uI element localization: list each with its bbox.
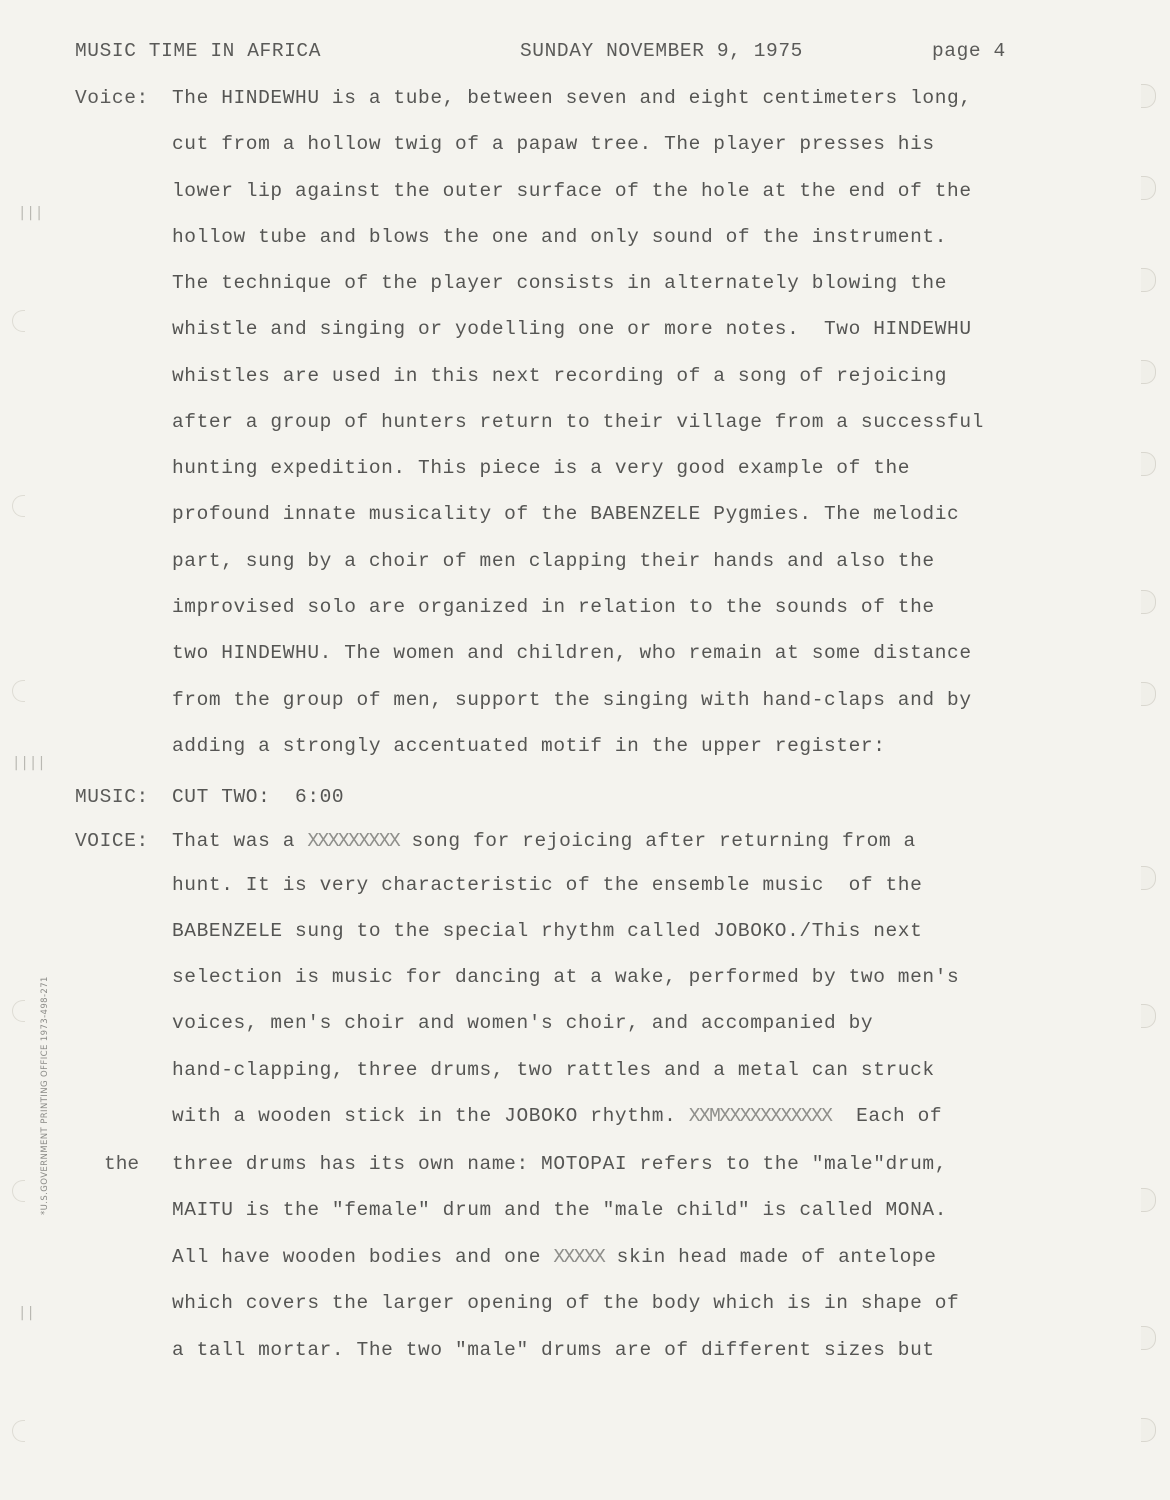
- text-line: part, sung by a choir of men clapping their hands and also the: [172, 550, 935, 572]
- struck-out-text: XXMXXXXXXXXXXX: [688, 1105, 832, 1127]
- text-line: hollow tube and blows the one and only sound of the instrument.: [172, 226, 948, 248]
- text-line: whistles are used in this next recording of a song of rejoicing: [172, 365, 948, 387]
- page-number: page 4: [932, 40, 1006, 62]
- punch-hole-mark: [1141, 1004, 1156, 1028]
- punch-hole-mark: [1141, 590, 1156, 614]
- margin-tick-mark: |||: [18, 205, 44, 221]
- text-line: three drums has its own name: MOTOPAI refers to the "male"drum,: [172, 1153, 948, 1175]
- text-line: [172, 1105, 942, 1127]
- text-line: [172, 830, 916, 852]
- text-line: hand-clapping, three drums, two rattles and a metal can struck: [172, 1059, 935, 1081]
- punch-hole-mark: [1141, 360, 1156, 384]
- text-line: hunting expedition. This piece is a very good example of the: [172, 457, 911, 479]
- punch-hole-mark: [1141, 452, 1156, 476]
- text-line: voices, men's choir and women's choir, and accompanied by: [172, 1012, 874, 1034]
- text-line: MAITU is the "female" drum and the "male child" is called MONA.: [172, 1199, 948, 1221]
- punch-hole-mark: [1141, 176, 1156, 200]
- text-line: a tall mortar. The two "male" drums are of different sizes but: [172, 1339, 935, 1361]
- text-line: whistle and singing or yodelling one or more notes. Two HINDEWHU: [172, 318, 972, 340]
- text-fragment: song for rejoicing after returning from a: [399, 830, 916, 852]
- punch-hole-mark: [12, 310, 25, 332]
- text-line: hunt. It is very characteristic of the ensemble music of the: [172, 874, 923, 896]
- text-line: adding a strongly accentuated motif in the upper register:: [172, 735, 886, 757]
- text-line: which covers the larger opening of the body which is in shape of: [172, 1292, 960, 1314]
- inserted-word: the: [104, 1153, 140, 1175]
- punch-hole-mark: [12, 680, 25, 702]
- text-fragment: That was a: [172, 830, 308, 852]
- text-fragment: All have wooden bodies and one: [172, 1246, 554, 1268]
- margin-tick-mark: ||||: [12, 755, 46, 771]
- text-fragment: skin head made of antelope: [604, 1246, 937, 1268]
- program-title: MUSIC TIME IN AFRICA: [75, 40, 322, 62]
- printing-office-imprint: *U.S.GOVERNMENT PRINTING OFFICE 1973-498-271: [40, 976, 50, 1215]
- music-cue: CUT TWO: 6:00: [172, 786, 345, 808]
- margin-tick-mark: ||: [18, 1305, 35, 1321]
- text-line: lower lip against the outer surface of the hole at the end of the: [172, 180, 972, 202]
- struck-out-text: XXXXX: [553, 1246, 605, 1268]
- text-line: profound innate musicality of the BABENZELE Pygmies. The melodic: [172, 503, 960, 525]
- punch-hole-mark: [1141, 866, 1156, 890]
- punch-hole-mark: [1141, 1418, 1156, 1442]
- text-line: from the group of men, support the singing with hand-claps and by: [172, 689, 972, 711]
- punch-hole-mark: [12, 495, 25, 517]
- broadcast-date: SUNDAY NOVEMBER 9, 1975: [520, 40, 803, 62]
- punch-hole-mark: [12, 1180, 25, 1202]
- punch-hole-mark: [1141, 268, 1156, 292]
- text-line: selection is music for dancing at a wake, performed by two men's: [172, 966, 960, 988]
- text-line: [172, 1246, 937, 1268]
- text-line: cut from a hollow twig of a papaw tree. The player presses his: [172, 133, 935, 155]
- struck-out-text: XXXXXXXXX: [307, 830, 400, 852]
- punch-hole-mark: [1141, 682, 1156, 706]
- text-line: after a group of hunters return to their village from a successful: [172, 411, 984, 433]
- text-line: The HINDEWHU is a tube, between seven and eight centimeters long,: [172, 87, 972, 109]
- punch-hole-mark: [12, 1420, 25, 1442]
- voice-label: Voice:: [75, 87, 149, 109]
- punch-hole-mark: [12, 1000, 25, 1022]
- text-fragment: Each of: [831, 1105, 943, 1127]
- text-line: two HINDEWHU. The women and children, who remain at some distance: [172, 642, 972, 664]
- text-line: BABENZELE sung to the special rhythm called JOBOKO./This next: [172, 920, 923, 942]
- music-label: MUSIC:: [75, 786, 149, 808]
- punch-hole-mark: [1141, 1188, 1156, 1212]
- text-line: The technique of the player consists in alternately blowing the: [172, 272, 948, 294]
- voice-label: VOICE:: [75, 830, 149, 852]
- punch-hole-mark: [1141, 1326, 1156, 1350]
- punch-hole-mark: [1141, 84, 1156, 108]
- text-fragment: with a wooden stick in the JOBOKO rhythm.: [172, 1105, 689, 1127]
- text-line: improvised solo are organized in relation to the sounds of the: [172, 596, 935, 618]
